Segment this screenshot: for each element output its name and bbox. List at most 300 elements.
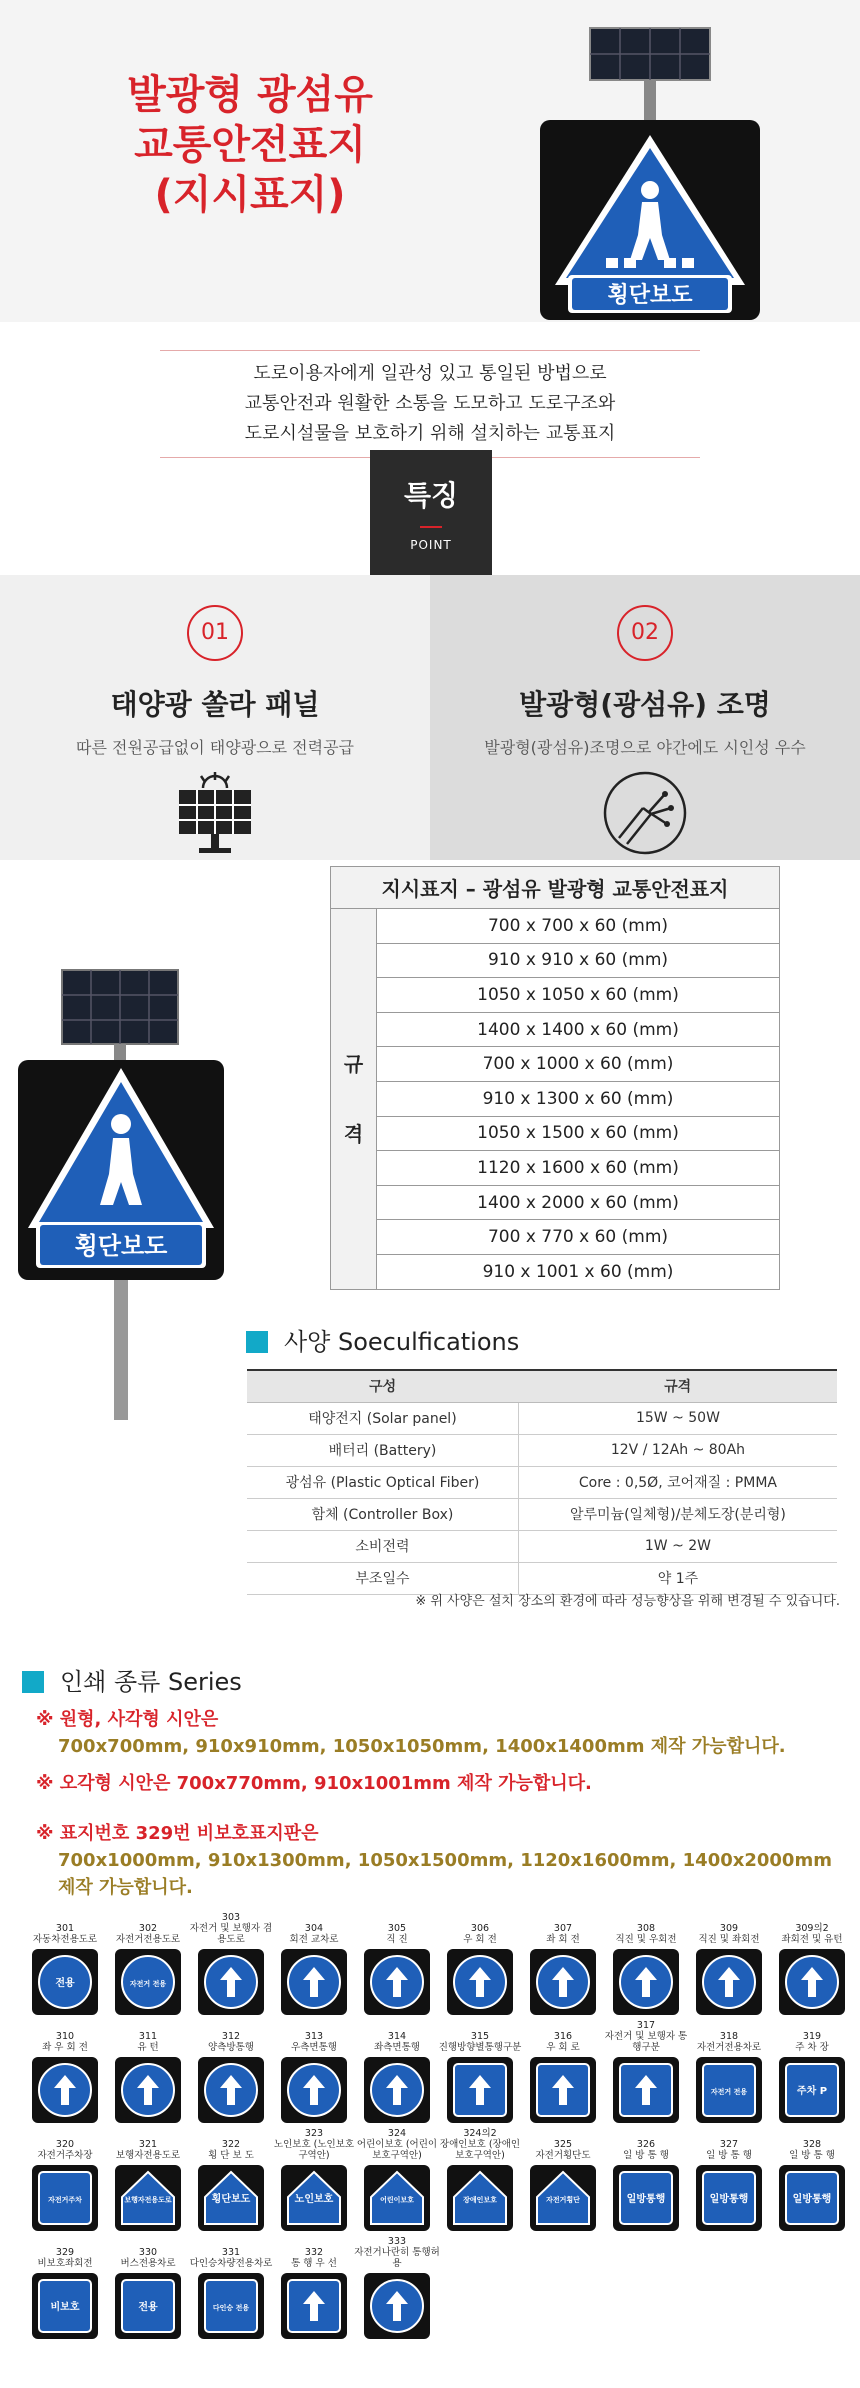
table-row [247,1434,837,1466]
section-marker-icon [22,1671,44,1693]
sign-item [603,2131,689,2231]
traffic-sign-icon [119,1953,177,2011]
sign-item [271,2128,357,2231]
traffic-sign-icon [285,1953,343,2011]
traffic-sign-icon [617,1953,675,2011]
note-line: 700x700mm, 910x910mm, 1050x1050mm, 1400x1400mm 제작 가능합니다. [58,1736,786,1757]
traffic-sign-icon [368,2061,426,2119]
sign-item [188,1912,274,2015]
traffic-sign-icon [783,2169,841,2227]
sign-icon [281,2057,347,2123]
sign-icon [198,2057,264,2123]
sign-number: 324의2 [463,2128,497,2139]
sign-caption [22,2239,108,2269]
specs-table [247,1369,837,1595]
sign-item [354,2236,440,2339]
hero-title-line-1: 발광형 광섬유 [127,72,373,118]
sign-name: 노인보호 (노인보호구역안) [273,2139,355,2161]
sign-item [105,2131,191,2231]
sign-item [188,2023,274,2123]
sign-icon [364,1949,430,2015]
solar-panel-icon [165,768,265,858]
sign-name: 일 방 통 행 [789,2150,835,2161]
sign-icon [32,2165,98,2231]
sign-name: 직진 및 우회전 [615,1934,677,1945]
sign-label: 전용 [138,2302,158,2313]
traffic-sign-icon [368,1953,426,2011]
sign-item [188,2131,274,2231]
traffic-sign-icon [36,1953,94,2011]
series-note-3 [36,1820,832,1901]
sign-name: 자전거 및 보행자 겸용도로 [189,1923,273,1945]
sign-name: 직진 및 좌회전 [698,1934,760,1945]
spec-value: 약 1주 [518,1562,837,1594]
sign-label: 비보호 [50,2302,80,2313]
note-line: 제작 가능합니다. [58,1877,193,1898]
sign-name: 자전거전용도로 [115,1934,181,1945]
spec-key: 배터리 (Battery) [247,1434,518,1466]
sign-icon [696,1949,762,2015]
spec-key: 부조일수 [247,1562,518,1594]
sign-caption [271,2023,357,2053]
intro-text [160,350,700,458]
size-row: 910 x 910 x 60 (mm) [377,943,780,978]
sign-caption [603,2020,689,2053]
sign-caption [354,2236,440,2269]
feature-title: 발광형(광섬유) 조명 [519,688,771,721]
sign-item [437,2128,523,2231]
sign-icon [364,2057,430,2123]
spec-value: Core : 0,5Ø, 코어재질 : PMMA [518,1466,837,1498]
sign-icon [32,1949,98,2015]
spec-key: 광섬유 (Plastic Optical Fiber) [247,1466,518,1498]
sign-icon [115,1949,181,2015]
hero-title-line-3: (지시표지) [154,172,346,218]
size-table-side-label [331,909,377,1290]
sign-caption [22,1915,108,1945]
sign-name: 좌측면통행 [374,2042,420,2053]
traffic-sign-icon [119,2061,177,2119]
sign-number: 331 [221,2247,241,2258]
sign-caption [271,1915,357,1945]
sign-item [354,1915,440,2015]
sign-name: 어린이보호 (어린이보호구역안) [356,2139,438,2161]
sign-caption [769,2131,855,2161]
sign-icon [198,2165,264,2231]
sign-name: 자전거전용차로 [696,2042,762,2053]
spec-value: 15W ~ 50W [518,1402,837,1434]
sign-label: 주차 P [796,2086,828,2097]
sign-icon [115,2057,181,2123]
sign-icon [696,2165,762,2231]
sign-item [22,2023,108,2123]
sign-icon [613,2057,679,2123]
sign-number: 323 [304,2128,324,2139]
sign-number: 322 [221,2139,241,2150]
sign-number: 306 [470,1923,490,1934]
sign-item [22,1915,108,2015]
feature-fiber [430,575,860,860]
sign-label: 자전거횡단 [546,2196,580,2204]
intro-line: 교통안전과 원활한 소통을 도모하고 도로구조와 [244,393,616,414]
sign-number: 311 [138,2031,158,2042]
sign-number: 303 [221,1912,241,1923]
point-subtitle: POINT [410,538,452,552]
product-sign-text: 횡단보도 [74,1232,168,1260]
sign-item [22,2131,108,2231]
sign-number: 314 [387,2031,407,2042]
sign-name: 양측방통행 [208,2042,254,2053]
sign-name: 좌 우 회 전 [42,2042,88,2053]
sign-caption [22,2023,108,2053]
traffic-sign-icon [534,1953,592,2011]
sign-caption [271,2128,357,2161]
sign-caption [105,1915,191,1945]
sign-icon [198,2273,264,2339]
section-marker-icon [246,1331,268,1353]
sign-item [22,2239,108,2339]
sign-number: 313 [304,2031,324,2042]
sign-item [437,2023,523,2123]
sign-name: 버스전용차로 [120,2258,176,2269]
sign-icon [530,1949,596,2015]
sign-number: 301 [55,1923,75,1934]
traffic-sign-icon [617,2169,675,2227]
sign-item [354,2128,440,2231]
size-row: 1050 x 1050 x 60 (mm) [377,978,780,1013]
sign-caption [354,1915,440,1945]
size-row: 910 x 1001 x 60 (mm) [377,1254,780,1289]
sign-caption [603,1915,689,1945]
sign-number: 326 [636,2139,656,2150]
sign-name: 우 회 전 [463,1934,497,1945]
sign-icon [779,2057,845,2123]
size-row: 700 x 770 x 60 (mm) [377,1220,780,1255]
sign-number: 332 [304,2247,324,2258]
sign-name: 자동차전용도로 [32,1934,98,1945]
sign-number: 327 [719,2139,739,2150]
sign-icon [447,2165,513,2231]
specs-note: ※ 위 사양은 설치 장소의 환경에 따라 성능향상을 위해 변경될 수 있습니다. [415,1594,840,1609]
sign-number: 315 [470,2031,490,2042]
sign-caption [105,2239,191,2269]
traffic-sign-icon [700,2061,758,2119]
sign-caption [686,2023,772,2053]
sign-icon [115,2273,181,2339]
point-title: 특징 [403,479,459,512]
sign-icon [613,2165,679,2231]
traffic-sign-icon [36,2061,94,2119]
sign-caption [105,2023,191,2053]
sign-item [520,1915,606,2015]
sign-label: 자전거주차 [48,2196,82,2204]
sign-caption [520,2023,606,2053]
specs-title-text: 사양 Soeculfications [284,1328,520,1356]
sign-icon [281,2165,347,2231]
sign-label: 노인보호 [294,2194,334,2205]
sign-icon [281,1949,347,2015]
traffic-sign-icon [202,1953,260,2011]
sign-number: 307 [553,1923,573,1934]
sign-number: 309의2 [795,1923,829,1934]
sign-item [105,1915,191,2015]
hero-sign-text: 횡단보도 [607,283,693,308]
sign-item [105,2023,191,2123]
series-title-text: 인쇄 종류 Series [60,1668,242,1696]
feature-desc: 발광형(광섬유)조명으로 야간에도 시인성 우수 [484,738,806,757]
sign-name: 회전 교차로 [289,1934,339,1945]
sign-item [769,2023,855,2123]
traffic-sign-icon [285,2061,343,2119]
sign-number: 317 [636,2020,656,2031]
sign-icon [530,2165,596,2231]
intro-line: 도로이용자에게 일관성 있고 통일된 방법으로 [253,363,607,384]
sign-name: 주 차 장 [795,2042,829,2053]
size-row: 700 x 700 x 60 (mm) [377,909,780,944]
sign-item [769,2131,855,2231]
side-label-char: 격 [343,1121,364,1146]
sign-icon [32,2273,98,2339]
feature-desc: 따른 전원공급없이 태양광으로 전력공급 [75,738,354,757]
sign-item [603,1915,689,2015]
size-table [330,866,780,1290]
note-line: ※ 표지번호 329번 비보호표지판은 [36,1823,319,1844]
sign-label: 일방통행 [709,2194,749,2205]
table-row [247,1498,837,1530]
sign-caption [188,2239,274,2269]
note-line: 700x1000mm, 910x1300mm, 1050x1500mm, 1120x1600mm, 1400x2000mm [58,1850,832,1871]
traffic-sign-icon [534,2061,592,2119]
spec-key: 태양전지 (Solar panel) [247,1402,518,1434]
sign-caption [520,1915,606,1945]
sign-name: 다인승차량전용차로 [189,2258,273,2269]
sign-item [686,2131,772,2231]
size-row: 1050 x 1500 x 60 (mm) [377,1116,780,1151]
sign-item [271,1915,357,2015]
series-note-2 [36,1770,592,1797]
traffic-sign-icon [202,2169,260,2227]
traffic-sign-icon [368,2169,426,2227]
sign-number: 325 [553,2139,573,2150]
feature-solar [0,575,430,860]
feature-number: 01 [187,605,243,661]
traffic-sign-icon [451,2169,509,2227]
feature-number: 02 [617,605,673,661]
specs-title [246,1322,519,1357]
sign-number: 324 [387,2128,407,2139]
sign-caption [354,2128,440,2161]
size-row: 700 x 1000 x 60 (mm) [377,1047,780,1082]
traffic-sign-icon [368,2277,426,2335]
sign-item [437,1915,523,2015]
feature-title: 태양광 쏠라 패널 [110,688,320,721]
sign-name: 우측면통행 [291,2042,337,2053]
series-title [22,1662,242,1697]
sign-label: 일방통행 [626,2194,666,2205]
traffic-sign-icon [451,1953,509,2011]
sign-icon [779,2165,845,2231]
product-sign-image [14,960,234,1420]
sign-caption [520,2131,606,2161]
sign-number: 309 [719,1923,739,1934]
solar-panel-icon [62,970,178,1072]
hero-title [100,70,400,220]
sign-number: 333 [387,2236,407,2247]
spec-key: 함체 (Controller Box) [247,1498,518,1530]
sign-name: 횡 단 보 도 [208,2150,254,2161]
spec-value: 12V / 12Ah ~ 80Ah [518,1434,837,1466]
sign-name: 직 진 [386,1934,408,1945]
sign-label: 전용 [55,1978,75,1989]
traffic-sign-icon [36,2277,94,2335]
traffic-sign-icon [783,1953,841,2011]
sign-number: 310 [55,2031,75,2042]
sign-caption [188,2131,274,2161]
sign-label: 어린이보호 [380,2196,414,2204]
spec-key: 소비전력 [247,1530,518,1562]
sign-name: 자전거 및 보행자 통행구분 [604,2031,688,2053]
traffic-sign-icon [119,2277,177,2335]
table-row [247,1530,837,1562]
sign-number: 320 [55,2139,75,2150]
sign-number: 329 [55,2247,75,2258]
optical-fiber-icon [595,768,695,858]
note-line: ※ 원형, 사각형 시안은 [36,1709,219,1730]
traffic-sign-icon [285,2277,343,2335]
size-row: 1400 x 1400 x 60 (mm) [377,1012,780,1047]
sign-icon [32,2057,98,2123]
sign-name: 통 행 우 선 [291,2258,337,2269]
table-row [247,1402,837,1434]
sign-number: 321 [138,2139,158,2150]
sign-icon [447,2057,513,2123]
sign-name: 일 방 통 행 [623,2150,669,2161]
sign-number: 316 [553,2031,573,2042]
sign-icon [447,1949,513,2015]
sign-name: 일 방 통 행 [706,2150,752,2161]
intro-line: 도로시설물을 보호하기 위해 설치하는 교통표지 [244,423,616,444]
sign-label: 자전거 전용 [129,1980,167,1988]
sign-item [520,2023,606,2123]
traffic-sign-icon [202,2277,260,2335]
sign-item [188,2239,274,2339]
sign-item [105,2239,191,2339]
sign-name: 비보호좌회전 [37,2258,93,2269]
sign-caption [686,2131,772,2161]
hero-title-line-2: 교통안전표지 [134,122,366,168]
sign-name: 좌 회 전 [546,1934,580,1945]
sign-number: 305 [387,1923,407,1934]
sign-icon [779,1949,845,2015]
sign-icon [198,1949,264,2015]
sign-caption [271,2239,357,2269]
sign-item [686,2023,772,2123]
traffic-sign-icon [202,2061,260,2119]
size-row: 910 x 1300 x 60 (mm) [377,1081,780,1116]
sign-number: 302 [138,1923,158,1934]
sign-name: 자전거횡단도 [535,2150,591,2161]
sign-number: 328 [802,2139,822,2150]
traffic-sign-icon [534,2169,592,2227]
sign-item [271,2023,357,2123]
sign-item [686,1915,772,2015]
sign-caption [354,2023,440,2053]
spec-value: 알루미늄(일체형)/분체도장(분리형) [518,1498,837,1530]
note-line: ※ 오각형 시안은 700x770mm, 910x1001mm 제작 가능합니다. [36,1773,592,1794]
sign-label: 자전거 전용 [710,2088,748,2096]
sign-icon [613,1949,679,2015]
solar-panel-icon [590,28,710,120]
sign-name: 유 턴 [137,2042,159,2053]
sign-label: 횡단보도 [211,2194,251,2205]
table-row [247,1466,837,1498]
sign-label: 다인승 전용 [212,2304,250,2312]
sign-caption [188,2023,274,2053]
sign-caption [437,2023,523,2053]
sign-item [354,2023,440,2123]
sign-caption [603,2131,689,2161]
traffic-sign-icon [617,2061,675,2119]
series-note-1 [36,1706,786,1760]
sign-name: 우 회 로 [546,2042,580,2053]
spec-value: 1W ~ 2W [518,1530,837,1562]
traffic-sign-icon [700,1953,758,2011]
sign-item [603,2020,689,2123]
sign-caption [686,1915,772,1945]
traffic-sign-icon [36,2169,94,2227]
sign-name: 자전거나란히 통행허용 [354,2247,440,2269]
traffic-sign-icon [285,2169,343,2227]
sign-number: 330 [138,2247,158,2258]
hero-solar-sign-image [520,20,790,320]
point-badge [370,450,492,575]
sign-caption [22,2131,108,2161]
sign-caption [769,2023,855,2053]
sign-icon [696,2057,762,2123]
sign-name: 좌회전 및 유턴 [781,1934,843,1945]
traffic-sign-icon [119,2169,177,2227]
traffic-sign-icon [700,2169,758,2227]
sign-item [769,1915,855,2015]
sign-number: 318 [719,2031,739,2042]
sign-number: 308 [636,1923,656,1934]
sign-number: 312 [221,2031,241,2042]
sign-icon [530,2057,596,2123]
sign-caption [437,2128,523,2161]
sign-label: 보행자전용도로 [124,2196,172,2204]
sign-item [271,2239,357,2339]
specs-header: 규격 [518,1370,837,1402]
sign-name: 자전거주차장 [37,2150,93,2161]
size-table-header: 지시표지 – 광섬유 발광형 교통안전표지 [331,867,780,909]
sign-icon [364,2165,430,2231]
sign-label: 장애인보호 [463,2196,497,2204]
size-row: 1120 x 1600 x 60 (mm) [377,1151,780,1186]
sign-label: 일방통행 [792,2194,832,2205]
side-label-char: 규 [343,1051,364,1076]
sign-name: 보행자전용도로 [115,2150,181,2161]
sign-name: 진행방향별통행구분 [438,2042,522,2053]
traffic-sign-icon [451,2061,509,2119]
size-row: 1400 x 2000 x 60 (mm) [377,1185,780,1220]
point-divider [420,526,442,528]
sign-number: 304 [304,1923,324,1934]
sign-icon [364,2273,430,2339]
sign-icon [115,2165,181,2231]
sign-caption [188,1912,274,1945]
sign-icon [281,2273,347,2339]
sign-item [520,2131,606,2231]
